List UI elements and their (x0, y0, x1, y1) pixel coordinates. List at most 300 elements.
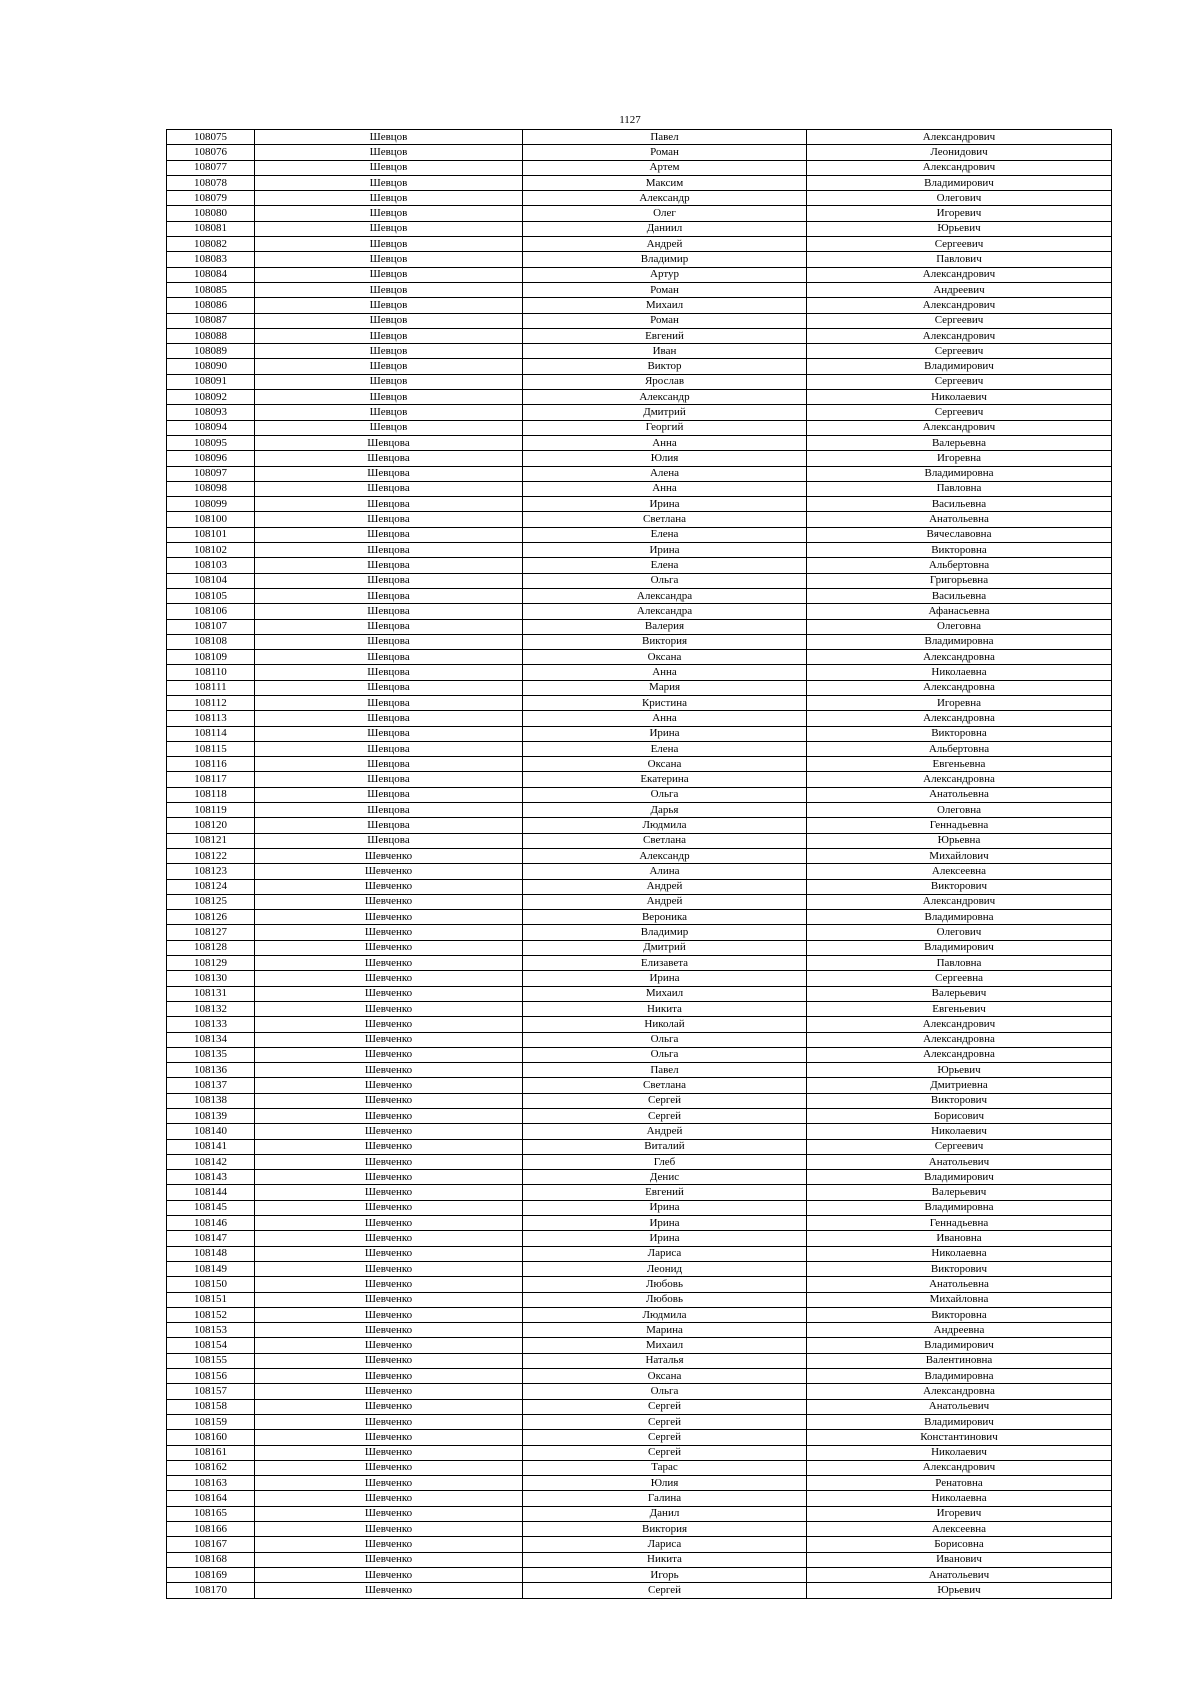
table-row (167, 466, 1112, 481)
record-number-cell: 108161 (167, 1445, 255, 1460)
first-name-cell: Сергей (523, 1583, 807, 1598)
table-row (167, 1338, 1112, 1353)
table-row (167, 328, 1112, 343)
patronymic-cell: Олегович (807, 925, 1112, 940)
first-name-cell: Сергей (523, 1093, 807, 1108)
first-name-cell: Кристина (523, 695, 807, 710)
first-name-cell: Сергей (523, 1430, 807, 1445)
last-name-cell: Шевченко (255, 1552, 523, 1567)
last-name-cell: Шевцов (255, 237, 523, 252)
table-row (167, 1231, 1112, 1246)
last-name-cell: Шевченко (255, 1353, 523, 1368)
table-row (167, 420, 1112, 435)
first-name-cell: Лариса (523, 1246, 807, 1261)
last-name-cell: Шевцова (255, 527, 523, 542)
first-name-cell: Андрей (523, 879, 807, 894)
last-name-cell: Шевченко (255, 1338, 523, 1353)
table-row (167, 757, 1112, 772)
first-name-cell: Светлана (523, 512, 807, 527)
last-name-cell: Шевченко (255, 864, 523, 879)
record-number-cell: 108113 (167, 711, 255, 726)
last-name-cell: Шевченко (255, 956, 523, 971)
last-name-cell: Шевцов (255, 374, 523, 389)
patronymic-cell: Евгеньевна (807, 757, 1112, 772)
table-row (167, 1353, 1112, 1368)
patronymic-cell: Анатольевич (807, 1567, 1112, 1582)
record-number-cell: 108104 (167, 573, 255, 588)
last-name-cell: Шевцова (255, 573, 523, 588)
record-number-cell: 108165 (167, 1506, 255, 1521)
table-row (167, 1369, 1112, 1384)
table-row (167, 634, 1112, 649)
record-number-cell: 108126 (167, 910, 255, 925)
table-row (167, 695, 1112, 710)
patronymic-cell: Евгеньевич (807, 1001, 1112, 1016)
patronymic-cell: Николаевич (807, 1445, 1112, 1460)
table-row (167, 344, 1112, 359)
first-name-cell: Ирина (523, 1216, 807, 1231)
last-name-cell: Шевцова (255, 466, 523, 481)
table-row (167, 1567, 1112, 1582)
first-name-cell: Оксана (523, 650, 807, 665)
last-name-cell: Шевцов (255, 313, 523, 328)
patronymic-cell: Николаевич (807, 390, 1112, 405)
patronymic-cell: Сергеевич (807, 344, 1112, 359)
first-name-cell: Дмитрий (523, 405, 807, 420)
first-name-cell: Владимир (523, 252, 807, 267)
patronymic-cell: Александровна (807, 650, 1112, 665)
patronymic-cell: Сергеевич (807, 313, 1112, 328)
first-name-cell: Виктория (523, 634, 807, 649)
record-number-cell: 108117 (167, 772, 255, 787)
last-name-cell: Шевченко (255, 1047, 523, 1062)
record-number-cell: 108168 (167, 1552, 255, 1567)
table-row (167, 1139, 1112, 1154)
registry-body (167, 130, 1112, 1599)
last-name-cell: Шевцова (255, 726, 523, 741)
patronymic-cell: Геннадьевна (807, 818, 1112, 833)
first-name-cell: Роман (523, 313, 807, 328)
first-name-cell: Павел (523, 1063, 807, 1078)
patronymic-cell: Павловна (807, 481, 1112, 496)
last-name-cell: Шевцов (255, 344, 523, 359)
table-row (167, 497, 1112, 512)
last-name-cell: Шевцова (255, 512, 523, 527)
patronymic-cell: Александрович (807, 1460, 1112, 1475)
first-name-cell: Ирина (523, 1231, 807, 1246)
patronymic-cell: Александровна (807, 1032, 1112, 1047)
table-row (167, 1154, 1112, 1169)
first-name-cell: Евгений (523, 328, 807, 343)
patronymic-cell: Александрович (807, 1017, 1112, 1032)
record-number-cell: 108169 (167, 1567, 255, 1582)
record-number-cell: 108100 (167, 512, 255, 527)
patronymic-cell: Алексеевна (807, 1522, 1112, 1537)
first-name-cell: Георгий (523, 420, 807, 435)
patronymic-cell: Анатольевна (807, 1277, 1112, 1292)
first-name-cell: Артем (523, 160, 807, 175)
record-number-cell: 108088 (167, 328, 255, 343)
table-row (167, 1001, 1112, 1016)
first-name-cell: Роман (523, 282, 807, 297)
first-name-cell: Сергей (523, 1414, 807, 1429)
first-name-cell: Ирина (523, 543, 807, 558)
last-name-cell: Шевцова (255, 757, 523, 772)
patronymic-cell: Сергеевич (807, 1139, 1112, 1154)
table-row (167, 1476, 1112, 1491)
last-name-cell: Шевцова (255, 619, 523, 634)
patronymic-cell: Вячеславовна (807, 527, 1112, 542)
record-number-cell: 108096 (167, 451, 255, 466)
last-name-cell: Шевцова (255, 481, 523, 496)
patronymic-cell: Игоревич (807, 206, 1112, 221)
table-row (167, 1093, 1112, 1108)
last-name-cell: Шевцова (255, 803, 523, 818)
patronymic-cell: Николаевич (807, 1124, 1112, 1139)
table-row (167, 252, 1112, 267)
record-number-cell: 108094 (167, 420, 255, 435)
table-row (167, 1414, 1112, 1429)
record-number-cell: 108115 (167, 741, 255, 756)
last-name-cell: Шевченко (255, 1063, 523, 1078)
first-name-cell: Артур (523, 267, 807, 282)
patronymic-cell: Игоревна (807, 451, 1112, 466)
first-name-cell: Алена (523, 466, 807, 481)
patronymic-cell: Ренатовна (807, 1476, 1112, 1491)
record-number-cell: 108085 (167, 282, 255, 297)
record-number-cell: 108118 (167, 787, 255, 802)
table-row (167, 481, 1112, 496)
record-number-cell: 108153 (167, 1323, 255, 1338)
patronymic-cell: Владимирович (807, 1414, 1112, 1429)
patronymic-cell: Викторович (807, 879, 1112, 894)
last-name-cell: Шевцова (255, 435, 523, 450)
first-name-cell: Анна (523, 481, 807, 496)
first-name-cell: Мария (523, 680, 807, 695)
first-name-cell: Олег (523, 206, 807, 221)
record-number-cell: 108101 (167, 527, 255, 542)
record-number-cell: 108158 (167, 1399, 255, 1414)
last-name-cell: Шевцов (255, 252, 523, 267)
record-number-cell: 108099 (167, 497, 255, 512)
patronymic-cell: Валентиновна (807, 1353, 1112, 1368)
table-row (167, 1109, 1112, 1124)
record-number-cell: 108109 (167, 650, 255, 665)
first-name-cell: Виктория (523, 1522, 807, 1537)
table-row (167, 527, 1112, 542)
first-name-cell: Ирина (523, 726, 807, 741)
last-name-cell: Шевченко (255, 925, 523, 940)
table-row (167, 451, 1112, 466)
first-name-cell: Сергей (523, 1399, 807, 1414)
table-row (167, 1200, 1112, 1215)
first-name-cell: Людмила (523, 818, 807, 833)
patronymic-cell: Павлович (807, 252, 1112, 267)
table-row (167, 894, 1112, 909)
last-name-cell: Шевцова (255, 772, 523, 787)
last-name-cell: Шевченко (255, 1369, 523, 1384)
record-number-cell: 108107 (167, 619, 255, 634)
record-number-cell: 108127 (167, 925, 255, 940)
table-row (167, 604, 1112, 619)
patronymic-cell: Валерьевна (807, 435, 1112, 450)
record-number-cell: 108135 (167, 1047, 255, 1062)
patronymic-cell: Афанасьевна (807, 604, 1112, 619)
first-name-cell: Оксана (523, 1369, 807, 1384)
record-number-cell: 108120 (167, 818, 255, 833)
first-name-cell: Евгений (523, 1185, 807, 1200)
last-name-cell: Шевченко (255, 1430, 523, 1445)
record-number-cell: 108144 (167, 1185, 255, 1200)
first-name-cell: Светлана (523, 1078, 807, 1093)
last-name-cell: Шевцов (255, 282, 523, 297)
first-name-cell: Данил (523, 1506, 807, 1521)
first-name-cell: Марина (523, 1323, 807, 1338)
last-name-cell: Шевченко (255, 1567, 523, 1582)
first-name-cell: Дмитрий (523, 940, 807, 955)
table-row (167, 1430, 1112, 1445)
record-number-cell: 108093 (167, 405, 255, 420)
record-number-cell: 108156 (167, 1369, 255, 1384)
table-row (167, 1460, 1112, 1475)
table-row (167, 1170, 1112, 1185)
table-row (167, 191, 1112, 206)
patronymic-cell: Павловна (807, 956, 1112, 971)
table-row (167, 282, 1112, 297)
patronymic-cell: Александрович (807, 894, 1112, 909)
table-row (167, 1047, 1112, 1062)
patronymic-cell: Григорьевна (807, 573, 1112, 588)
first-name-cell: Елена (523, 527, 807, 542)
last-name-cell: Шевченко (255, 971, 523, 986)
table-row (167, 772, 1112, 787)
patronymic-cell: Олеговна (807, 619, 1112, 634)
patronymic-cell: Николаевна (807, 1246, 1112, 1261)
last-name-cell: Шевцов (255, 191, 523, 206)
first-name-cell: Светлана (523, 833, 807, 848)
table-row (167, 313, 1112, 328)
last-name-cell: Шевченко (255, 1445, 523, 1460)
record-number-cell: 108152 (167, 1307, 255, 1322)
table-row (167, 1277, 1112, 1292)
record-number-cell: 108079 (167, 191, 255, 206)
table-row (167, 1246, 1112, 1261)
first-name-cell: Анна (523, 711, 807, 726)
first-name-cell: Иван (523, 344, 807, 359)
last-name-cell: Шевченко (255, 1583, 523, 1598)
record-number-cell: 108124 (167, 879, 255, 894)
table-row (167, 1032, 1112, 1047)
patronymic-cell: Сергеевна (807, 971, 1112, 986)
first-name-cell: Наталья (523, 1353, 807, 1368)
first-name-cell: Любовь (523, 1277, 807, 1292)
patronymic-cell: Александровна (807, 680, 1112, 695)
record-number-cell: 108098 (167, 481, 255, 496)
first-name-cell: Валерия (523, 619, 807, 634)
first-name-cell: Роман (523, 145, 807, 160)
last-name-cell: Шевченко (255, 1277, 523, 1292)
table-row (167, 864, 1112, 879)
table-row (167, 390, 1112, 405)
first-name-cell: Ольга (523, 1032, 807, 1047)
table-row (167, 1216, 1112, 1231)
first-name-cell: Александра (523, 604, 807, 619)
record-number-cell: 108122 (167, 848, 255, 863)
record-number-cell: 108121 (167, 833, 255, 848)
record-number-cell: 108125 (167, 894, 255, 909)
table-row (167, 1292, 1112, 1307)
record-number-cell: 108075 (167, 130, 255, 145)
patronymic-cell: Викторовна (807, 726, 1112, 741)
table-row (167, 1506, 1112, 1521)
last-name-cell: Шевченко (255, 1476, 523, 1491)
last-name-cell: Шевцов (255, 420, 523, 435)
record-number-cell: 108102 (167, 543, 255, 558)
first-name-cell: Юлия (523, 451, 807, 466)
record-number-cell: 108090 (167, 359, 255, 374)
record-number-cell: 108130 (167, 971, 255, 986)
record-number-cell: 108076 (167, 145, 255, 160)
table-row (167, 971, 1112, 986)
first-name-cell: Михаил (523, 1338, 807, 1353)
last-name-cell: Шевченко (255, 848, 523, 863)
patronymic-cell: Константинович (807, 1430, 1112, 1445)
table-row (167, 1307, 1112, 1322)
patronymic-cell: Леонидович (807, 145, 1112, 160)
first-name-cell: Елизавета (523, 956, 807, 971)
record-number-cell: 108123 (167, 864, 255, 879)
last-name-cell: Шевченко (255, 1109, 523, 1124)
last-name-cell: Шевченко (255, 1170, 523, 1185)
last-name-cell: Шевченко (255, 1124, 523, 1139)
last-name-cell: Шевченко (255, 1506, 523, 1521)
table-row (167, 1537, 1112, 1552)
last-name-cell: Шевцова (255, 650, 523, 665)
first-name-cell: Никита (523, 1001, 807, 1016)
patronymic-cell: Юрьевна (807, 833, 1112, 848)
patronymic-cell: Валерьевич (807, 986, 1112, 1001)
patronymic-cell: Анатольевна (807, 787, 1112, 802)
last-name-cell: Шевцов (255, 145, 523, 160)
record-number-cell: 108097 (167, 466, 255, 481)
record-number-cell: 108147 (167, 1231, 255, 1246)
record-number-cell: 108166 (167, 1522, 255, 1537)
table-row (167, 588, 1112, 603)
table-row (167, 956, 1112, 971)
record-number-cell: 108083 (167, 252, 255, 267)
first-name-cell: Людмила (523, 1307, 807, 1322)
last-name-cell: Шевченко (255, 894, 523, 909)
first-name-cell: Ольга (523, 1384, 807, 1399)
patronymic-cell: Васильевна (807, 588, 1112, 603)
last-name-cell: Шевченко (255, 1292, 523, 1307)
record-number-cell: 108140 (167, 1124, 255, 1139)
last-name-cell: Шевцова (255, 787, 523, 802)
last-name-cell: Шевченко (255, 940, 523, 955)
last-name-cell: Шевцов (255, 130, 523, 145)
last-name-cell: Шевцова (255, 634, 523, 649)
last-name-cell: Шевцова (255, 711, 523, 726)
record-number-cell: 108151 (167, 1292, 255, 1307)
patronymic-cell: Александровна (807, 1384, 1112, 1399)
first-name-cell: Ирина (523, 497, 807, 512)
table-row (167, 940, 1112, 955)
table-row (167, 374, 1112, 389)
first-name-cell: Юлия (523, 1476, 807, 1491)
last-name-cell: Шевцова (255, 604, 523, 619)
first-name-cell: Алина (523, 864, 807, 879)
record-number-cell: 108112 (167, 695, 255, 710)
patronymic-cell: Михайлович (807, 848, 1112, 863)
table-row (167, 145, 1112, 160)
record-number-cell: 108141 (167, 1139, 255, 1154)
table-row (167, 543, 1112, 558)
table-row (167, 573, 1112, 588)
record-number-cell: 108134 (167, 1032, 255, 1047)
table-row (167, 1124, 1112, 1139)
patronymic-cell: Алексеевна (807, 864, 1112, 879)
last-name-cell: Шевченко (255, 1216, 523, 1231)
record-number-cell: 108142 (167, 1154, 255, 1169)
first-name-cell: Ольга (523, 573, 807, 588)
patronymic-cell: Александрович (807, 130, 1112, 145)
first-name-cell: Глеб (523, 1154, 807, 1169)
last-name-cell: Шевченко (255, 1537, 523, 1552)
page-number: 1127 (619, 114, 641, 126)
record-number-cell: 108116 (167, 757, 255, 772)
last-name-cell: Шевцов (255, 390, 523, 405)
patronymic-cell: Владимирович (807, 1170, 1112, 1185)
patronymic-cell: Олеговна (807, 803, 1112, 818)
first-name-cell: Ярослав (523, 374, 807, 389)
record-number-cell: 108159 (167, 1414, 255, 1429)
first-name-cell: Ирина (523, 1200, 807, 1215)
patronymic-cell: Владимировна (807, 1369, 1112, 1384)
record-number-cell: 108129 (167, 956, 255, 971)
last-name-cell: Шевцов (255, 160, 523, 175)
table-row (167, 650, 1112, 665)
last-name-cell: Шевцова (255, 543, 523, 558)
patronymic-cell: Иванович (807, 1552, 1112, 1567)
record-number-cell: 108091 (167, 374, 255, 389)
record-number-cell: 108114 (167, 726, 255, 741)
patronymic-cell: Юрьевич (807, 1063, 1112, 1078)
first-name-cell: Галина (523, 1491, 807, 1506)
last-name-cell: Шевцов (255, 405, 523, 420)
first-name-cell: Ирина (523, 971, 807, 986)
last-name-cell: Шевцова (255, 741, 523, 756)
last-name-cell: Шевченко (255, 1384, 523, 1399)
table-row (167, 986, 1112, 1001)
patronymic-cell: Владимирович (807, 175, 1112, 190)
record-number-cell: 108167 (167, 1537, 255, 1552)
record-number-cell: 108111 (167, 680, 255, 695)
first-name-cell: Даниил (523, 221, 807, 236)
table-row (167, 1522, 1112, 1537)
record-number-cell: 108160 (167, 1430, 255, 1445)
last-name-cell: Шевцов (255, 206, 523, 221)
last-name-cell: Шевцов (255, 298, 523, 313)
first-name-cell: Виталий (523, 1139, 807, 1154)
patronymic-cell: Александрович (807, 298, 1112, 313)
last-name-cell: Шевченко (255, 1323, 523, 1338)
last-name-cell: Шевцова (255, 833, 523, 848)
table-row (167, 405, 1112, 420)
first-name-cell: Елена (523, 558, 807, 573)
table-row (167, 787, 1112, 802)
last-name-cell: Шевченко (255, 1491, 523, 1506)
record-number-cell: 108136 (167, 1063, 255, 1078)
